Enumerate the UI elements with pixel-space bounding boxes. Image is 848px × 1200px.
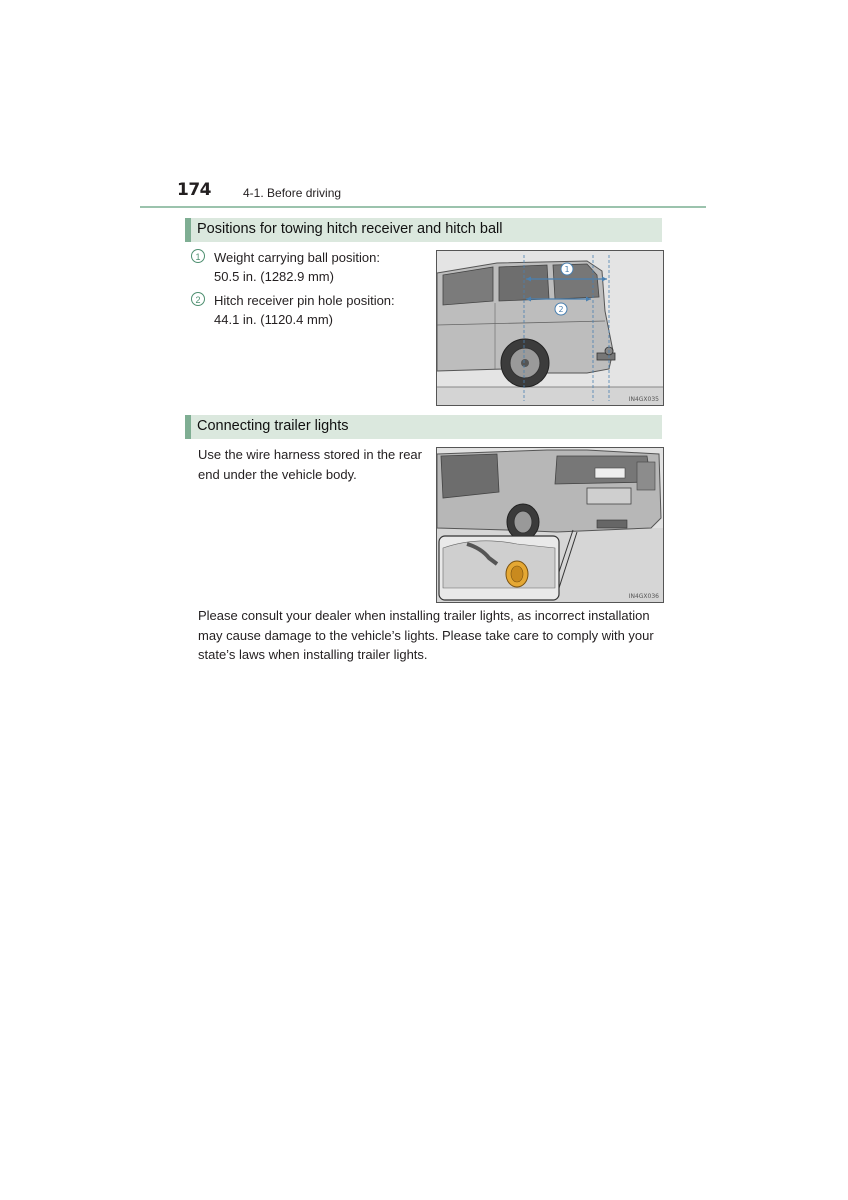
- header-divider: [140, 206, 706, 208]
- caution-line: Please consult your dealer when installing trailer lights, as incorrect installation: [198, 608, 650, 623]
- item-value: 50.5 in. (1282.9 mm): [214, 269, 334, 284]
- caution-line: state’s laws when installing trailer lights.: [198, 647, 428, 662]
- figure-code: IN4GX035: [628, 396, 659, 403]
- figure-callout-2: 2: [558, 305, 564, 314]
- hitch-position-illustration: [436, 250, 664, 406]
- figure-code: IN4GX036: [628, 593, 659, 600]
- item-value: 44.1 in. (1120.4 mm): [214, 312, 333, 327]
- section-heading-hitch: [185, 218, 662, 242]
- figure-callout-1: 1: [564, 265, 570, 274]
- page-number: 174: [177, 180, 211, 200]
- intro-line: end under the vehicle body.: [198, 466, 357, 482]
- caution-line: may cause damage to the vehicle’s lights. Please take care to comply with your: [198, 627, 654, 643]
- caution-paragraph: [198, 606, 668, 665]
- item-label: Weight carrying ball position:: [214, 250, 380, 265]
- item-label: Hitch receiver pin hole position:: [214, 293, 395, 308]
- callout-number: 1: [191, 249, 205, 263]
- intro-paragraph: [198, 445, 430, 484]
- callout-number: 2: [191, 292, 205, 306]
- wire-harness-illustration: [436, 447, 664, 603]
- section-heading-trailer-lights: [185, 415, 662, 439]
- section-heading-hitch-text: Positions for towing hitch receiver and hitch ball: [197, 221, 503, 237]
- vehicle-rear-drawing: [437, 448, 663, 602]
- section-heading-trailer-lights-text: Connecting trailer lights: [197, 418, 349, 434]
- chapter-title: 4-1. Before driving: [243, 186, 342, 200]
- vehicle-side-drawing: [437, 251, 663, 405]
- intro-line: Use the wire harness stored in the rear: [198, 447, 422, 462]
